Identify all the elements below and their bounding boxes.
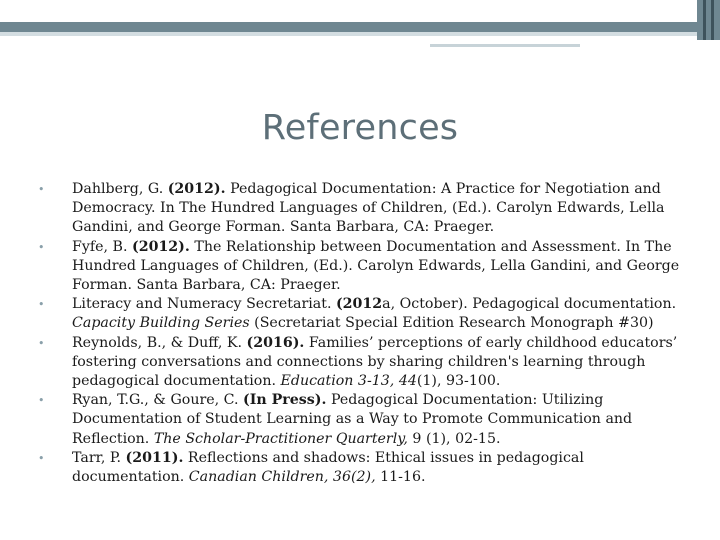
reference-source: Canadian Children, 36(2),: [188, 469, 376, 486]
reference-item: [38, 449, 688, 487]
reference-authors: Ryan, T.G., & Goure, C.: [72, 392, 244, 409]
corner-stripe: [703, 0, 706, 40]
reference-authors: Literacy and Numeracy Secretariat.: [72, 296, 336, 313]
reference-year: (2011).: [125, 449, 184, 466]
reference-source: Education 3-13, 44: [280, 373, 417, 390]
reference-source: Capacity Building Series: [72, 315, 250, 332]
bullet-icon: •: [38, 240, 45, 254]
reference-year: (2012).: [167, 181, 226, 197]
reference-text: Reflections and shadows: Ethical issues in pedagogical documentation.: [72, 449, 584, 486]
reference-text: The Relationship between Documentation and Assessment. In The Hundred Languages of Children, (Ed.). Carolyn Edwards, Lella Gandini, and George Forman. Santa Barbara, CA: Praeger.: [72, 238, 680, 294]
reference-text: Pedagogical Documentation: A Practice for Negotiation and Democracy. In The Hundred Languages of Children, (Ed.). Carolyn Edwards, Lella Gandini, and George Forman. Santa Barbara, CA: Praeger.: [72, 181, 665, 236]
reference-text: Families’ perceptions of early childhood educators’ fostering conversations and connections by sharing children's learning through pedagogical documentation.: [72, 334, 678, 390]
reference-year: (2012: [335, 296, 383, 313]
reference-year: (In Press).: [243, 392, 327, 409]
reference-item: [38, 180, 688, 238]
bullet-icon: •: [38, 183, 45, 196]
bullet-icon: •: [38, 394, 45, 408]
top-decorative-bar-light: [0, 32, 697, 36]
bullet-icon: •: [38, 451, 45, 465]
reference-item: [38, 238, 688, 296]
bullet-icon: •: [38, 298, 45, 312]
reference-authors: Dahlberg, G.: [72, 181, 168, 197]
reference-tail: (1), 93-100.: [416, 373, 501, 390]
reference-source: The Scholar-Practitioner Quarterly,: [153, 430, 408, 447]
reference-authors: Fyfe, B.: [72, 238, 132, 255]
top-decorative-bar: [0, 22, 697, 32]
reference-tail: 11-16.: [375, 469, 426, 486]
reference-year: (2016).: [246, 334, 305, 351]
reference-tail: (Secretariat Special Edition Research Monograph #30): [249, 315, 654, 332]
reference-year: (2012).: [131, 238, 190, 255]
slide-title: References: [261, 108, 459, 148]
reference-text: Pedagogical Documentation: Utilizing Documentation of Student Learning as a Way to Promote Communication and Reflection.: [72, 392, 633, 447]
reference-item: [38, 391, 688, 449]
reference-list: [38, 180, 688, 487]
reference-tail: 9 (1), 02-15.: [407, 430, 501, 447]
reference-item: [38, 295, 688, 333]
reference-authors: Reynolds, B., & Duff, K.: [72, 334, 247, 351]
corner-stripe: [711, 0, 714, 40]
accent-line: [430, 44, 580, 47]
reference-text: a, October). Pedagogical documentation.: [382, 296, 677, 313]
reference-item: [38, 334, 688, 392]
corner-decorative-block: [697, 0, 720, 40]
reference-authors: Tarr, P.: [72, 449, 126, 466]
bullet-icon: •: [38, 336, 45, 350]
